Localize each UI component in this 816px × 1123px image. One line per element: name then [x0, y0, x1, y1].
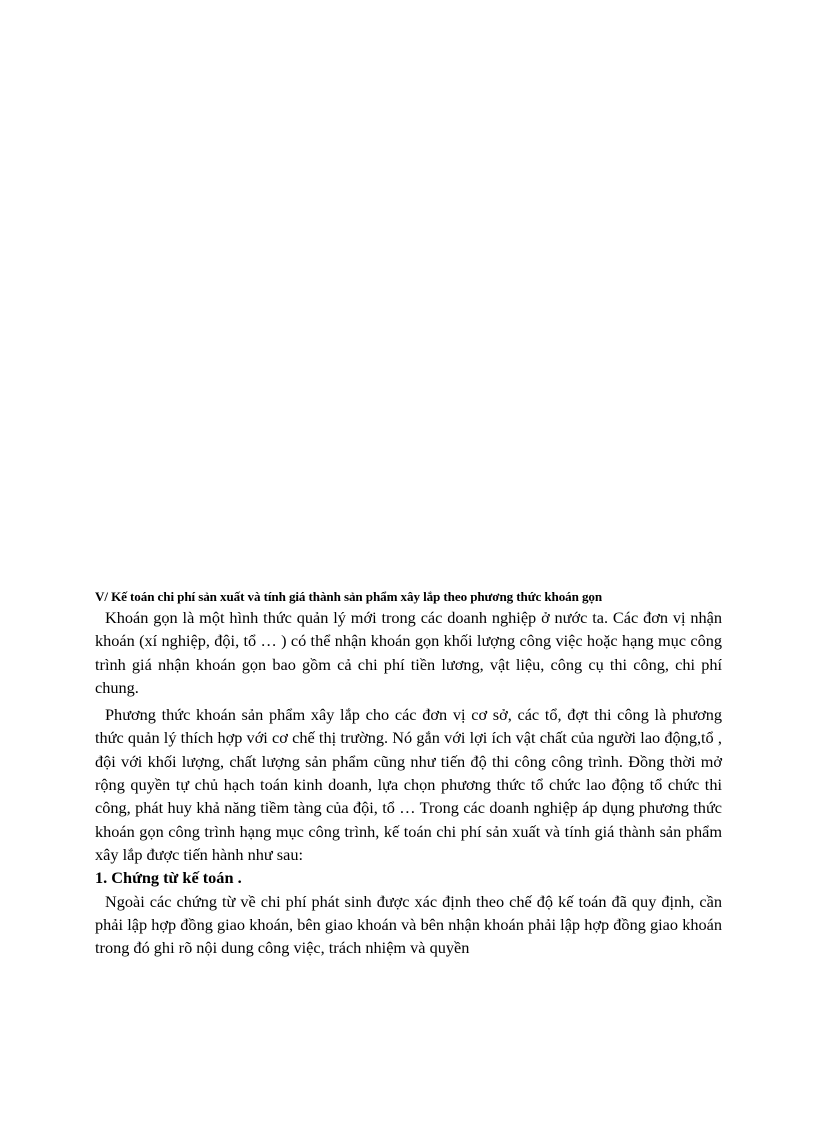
paragraph: Phương thức khoán sản phẩm xây lắp cho các đơn vị cơ sở, các tổ, đợt thi công là phương thức quản lý thích hợp với cơ chế thị trường. Nó gắn với lợi ích vật chất của người lao động,tổ , đội với khối lượng, chất lượng sản phẩm cũng như tiến độ thi công công trình. Đồng thời mở rộng quyền tự chủ hạch toán kinh doanh, lựa chọn phương thức tổ chức lao động tổ chức thi công, phát huy khả năng tiềm tàng của đội, tổ … Trong các doanh nghiệp áp dụng phương thức khoán gọn công trình hạng mục công trình, kế toán chi phí sản xuất và tính giá thành sản phẩm xây lắp được tiến hành như sau: — [95, 705, 722, 864]
paragraph: Khoán gọn là một hình thức quản lý mới trong các doanh nghiệp ở nước ta. Các đơn vị nhận khoán (xí nghiệp, đội, tổ … ) có thể nhận khoán gọn khối lượng công việc hoặc hạng mục công trình giá nhận khoán gọn bao gồm cả chi phí tiền lương, vật liệu, công cụ thi công, chi phí chung. — [95, 608, 722, 697]
subheading: 1. Chứng từ kế toán . — [95, 868, 242, 888]
document-body — [95, 588, 722, 959]
paragraph: Ngoài các chứng từ về chi phí phát sinh được xác định theo chế độ kế toán đã quy định, cần phải lập hợp đồng giao khoán, bên giao khoán và bên nhận khoán phải lập hợp đồng giao khoán trong đó ghi rõ nội dung công việc, trách nhiệm và quyền — [95, 891, 722, 958]
section-title: V/ Kế toán chi phí sản xuất và tính giá thành sản phẩm xây lắp theo phương thức khoán gọn — [95, 589, 603, 604]
